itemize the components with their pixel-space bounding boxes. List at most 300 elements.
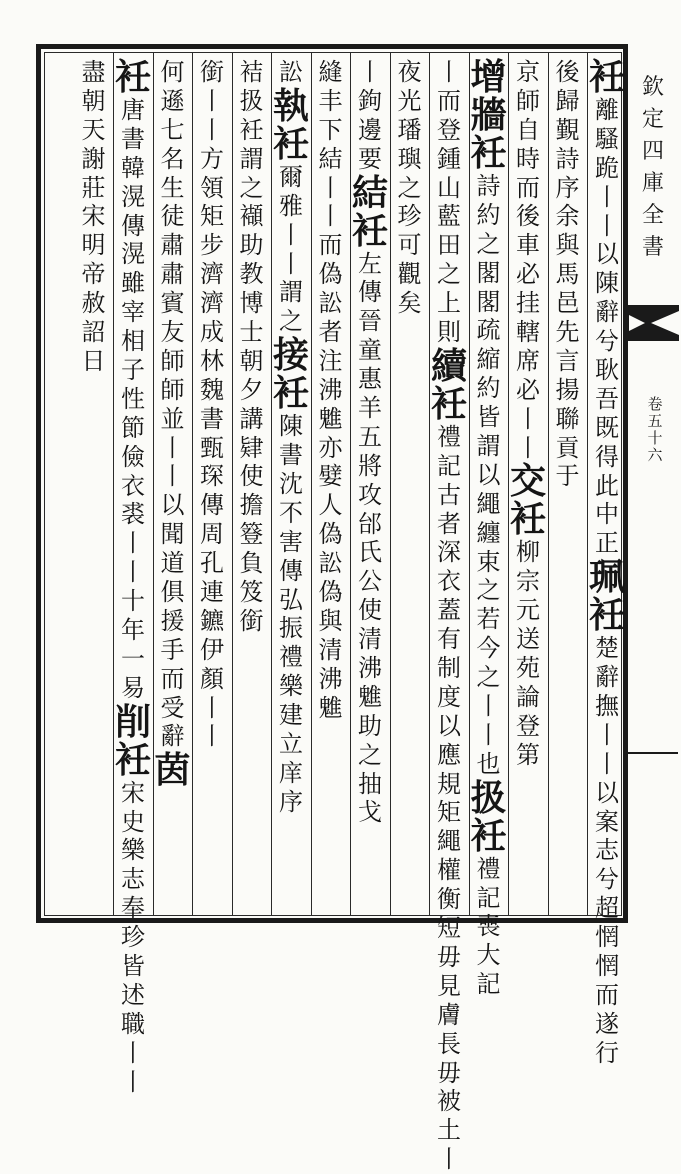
character: 易: [121, 673, 145, 702]
character: 羊: [358, 394, 382, 423]
column-divider: [232, 52, 233, 916]
character: 超: [595, 894, 619, 923]
character: 蓋: [437, 596, 461, 625]
character: 耿: [595, 356, 619, 385]
character: 奉: [121, 894, 145, 923]
character: 振: [279, 614, 303, 643]
character: 苑: [516, 654, 540, 683]
character: 傳: [279, 556, 303, 585]
character: 日: [81, 346, 106, 375]
text-segment: [553, 58, 583, 491]
character: 楚: [595, 634, 619, 663]
character: 必: [516, 260, 540, 289]
character: 田: [437, 231, 461, 260]
character: 林: [200, 346, 224, 375]
character: 友: [160, 318, 185, 347]
column-divider: [587, 52, 588, 916]
character: 也: [476, 749, 501, 778]
character: 十: [121, 587, 145, 616]
headword: [429, 344, 469, 387]
headword: [587, 594, 627, 637]
character: 賓: [160, 289, 185, 318]
character: 弘: [279, 585, 303, 614]
character: 衡: [437, 885, 461, 914]
character: 度: [437, 682, 461, 711]
character: 中: [595, 500, 619, 529]
headword: [587, 556, 627, 599]
character: 不: [279, 498, 303, 527]
text-column: [154, 58, 191, 908]
character: 博: [239, 289, 264, 318]
column-divider: [153, 52, 154, 916]
character: 之: [397, 173, 422, 202]
character: 扱: [470, 776, 507, 819]
character: 衽: [114, 56, 151, 98]
character: 注: [318, 346, 343, 375]
character: 丨: [516, 404, 540, 433]
character: 丨: [200, 86, 224, 115]
character: 爾: [279, 162, 303, 191]
character: 丨: [200, 115, 224, 144]
character: 庠: [279, 758, 303, 787]
character: 兮: [595, 327, 619, 356]
character: 聯: [555, 404, 580, 433]
character: 席: [516, 346, 540, 375]
margin-char: 欽: [641, 75, 664, 100]
headword: [469, 134, 509, 172]
character: 扱: [239, 86, 264, 115]
chapter-char: 六: [647, 446, 663, 464]
character: 訟: [279, 58, 303, 86]
character: 離: [595, 96, 619, 124]
character: 下: [318, 115, 343, 144]
character: 喪: [476, 912, 501, 941]
character: 禮: [476, 854, 501, 883]
character: 而: [595, 980, 619, 1009]
character: 衽: [351, 209, 388, 252]
character: 魏: [200, 375, 224, 404]
character: 雅: [279, 191, 303, 220]
character: 得: [595, 442, 619, 471]
character: 兮: [595, 865, 619, 894]
headword: [113, 700, 153, 743]
character: 孔: [200, 549, 224, 578]
character: 皆: [476, 403, 501, 432]
character: 韓: [121, 153, 145, 182]
text-segment: [276, 58, 306, 87]
character: 時: [516, 144, 540, 173]
text-segment: [592, 96, 622, 558]
character: 相: [121, 327, 145, 356]
text-column: [588, 56, 625, 1067]
character: 記: [437, 451, 461, 480]
character: 使: [358, 596, 382, 625]
character: 上: [437, 289, 461, 318]
character: 觀: [397, 260, 422, 289]
character: 見: [437, 971, 461, 1000]
headword: [113, 58, 153, 96]
character: 車: [516, 231, 540, 260]
character: 傳: [200, 491, 224, 520]
character: 雖: [121, 269, 145, 298]
character: 偽: [318, 520, 343, 549]
character: 丨: [279, 249, 303, 278]
text-segment: [474, 172, 504, 779]
character: 深: [437, 538, 461, 567]
margin-char: 四: [641, 139, 664, 164]
character: 袺: [239, 58, 264, 86]
character: 邰: [358, 509, 382, 538]
character: 樂: [279, 672, 303, 701]
character: 宗: [516, 567, 540, 596]
character: 與: [318, 606, 343, 635]
character: 師: [160, 375, 185, 404]
character: 何: [160, 58, 185, 86]
character: 牆: [470, 94, 507, 136]
character: 之: [476, 229, 501, 258]
character: 者: [437, 509, 461, 538]
text-column: [197, 58, 227, 908]
character: 朝: [239, 346, 264, 375]
character: 夜: [397, 58, 422, 86]
character: 衽: [470, 814, 507, 857]
character: 沸: [318, 664, 343, 693]
character: 帝: [81, 260, 106, 289]
character: 儉: [121, 442, 145, 471]
character: 朝: [81, 86, 106, 115]
character: 丨: [476, 692, 501, 721]
character: 矩: [200, 202, 224, 231]
character: 既: [595, 413, 619, 442]
headword: [271, 84, 311, 127]
character: 丨: [476, 720, 501, 749]
character: 丨: [200, 693, 224, 722]
character: 氏: [358, 538, 382, 567]
text-column: [351, 58, 388, 908]
character: 衽: [239, 115, 264, 144]
character: 衽: [470, 132, 507, 174]
character: 登: [437, 115, 461, 144]
character: 送: [516, 625, 540, 654]
character: 名: [160, 144, 185, 173]
character: 鉤: [358, 86, 382, 115]
character: 增: [470, 56, 507, 98]
character: 纏: [476, 518, 501, 547]
character: 皆: [121, 952, 145, 981]
character: 肅: [160, 260, 185, 289]
character: 謂: [279, 278, 303, 307]
character: 丨: [595, 211, 619, 240]
character: 以: [595, 778, 619, 807]
headword: [350, 171, 390, 214]
text-segment: [434, 423, 464, 1174]
character: 濟: [200, 260, 224, 289]
character: 志: [121, 865, 145, 894]
text-segment: [237, 58, 267, 231]
character: 沸: [318, 375, 343, 404]
character: 序: [555, 173, 580, 202]
character: 馬: [555, 260, 580, 289]
character: 之: [239, 173, 264, 202]
character: 將: [358, 451, 382, 480]
character: 案: [595, 807, 619, 836]
text-segment: [513, 538, 543, 769]
headword: [271, 122, 311, 165]
chapter-char: 十: [647, 429, 663, 447]
character: 五: [358, 422, 382, 451]
character: 辭: [595, 298, 619, 327]
character: 成: [200, 318, 224, 347]
character: 覲: [555, 115, 580, 144]
character: 珍: [121, 923, 145, 952]
character: 言: [555, 346, 580, 375]
character: 續: [430, 344, 467, 387]
character: 土: [437, 1116, 461, 1145]
character: 珮: [588, 556, 625, 599]
character: 莊: [81, 173, 106, 202]
margin-title: [636, 72, 670, 264]
text-segment: [79, 58, 109, 376]
text-segment: [316, 145, 346, 174]
character: 教: [239, 260, 264, 289]
character: 京: [516, 58, 540, 86]
character: 交: [509, 460, 546, 503]
text-column: [470, 56, 507, 999]
character: 夕: [239, 375, 264, 404]
character: 宋: [121, 778, 145, 807]
character: 左: [358, 249, 382, 278]
character: 記: [476, 970, 501, 999]
character: 傳: [121, 211, 145, 240]
character: 滉: [121, 240, 145, 269]
text-segment: [355, 250, 385, 828]
character: 滉: [121, 182, 145, 211]
character: 于: [555, 462, 580, 491]
character: 戈: [358, 798, 382, 827]
character: 清: [318, 635, 343, 664]
character: 樂: [121, 836, 145, 865]
character: 丨: [595, 749, 619, 778]
character: 書: [200, 404, 224, 433]
character: 與: [555, 231, 580, 260]
headword: [271, 334, 311, 377]
character: 茵: [154, 749, 191, 792]
character: 丨: [121, 1038, 145, 1067]
character: 裘: [121, 500, 145, 529]
character: 衽: [509, 498, 546, 541]
character: 而: [318, 231, 343, 260]
character: 邊: [358, 115, 382, 144]
text-segment: [474, 855, 504, 999]
character: 丨: [437, 1145, 461, 1174]
character: 衣: [121, 471, 145, 500]
character: 光: [397, 86, 422, 115]
character: 之: [476, 663, 501, 692]
character: 道: [160, 549, 185, 578]
headword: [350, 209, 390, 252]
character: 領: [200, 173, 224, 202]
character: 撫: [595, 692, 619, 721]
character: 丨: [160, 462, 185, 491]
character: 丨: [318, 202, 343, 231]
character: 書: [121, 124, 145, 153]
character: 之: [437, 260, 461, 289]
character: 銜: [200, 58, 224, 86]
character: 害: [279, 527, 303, 556]
character: 鍾: [437, 144, 461, 173]
character: 謝: [81, 144, 106, 173]
character: 而: [160, 664, 185, 693]
character: 子: [121, 356, 145, 385]
character: 丰: [318, 86, 343, 115]
character: 顏: [200, 664, 224, 693]
character: 之: [358, 740, 382, 769]
character: 訟: [318, 289, 343, 318]
character: 膚: [437, 1000, 461, 1029]
margin-char: 庫: [641, 171, 664, 196]
character: 助: [358, 711, 382, 740]
column-divider: [350, 52, 351, 916]
character: 大: [476, 941, 501, 970]
character: 史: [121, 807, 145, 836]
chapter-char: 五: [647, 412, 663, 430]
text-column: [272, 58, 309, 908]
character: 丨: [358, 58, 382, 86]
character: 連: [200, 578, 224, 607]
character: 轄: [516, 318, 540, 347]
text-segment: [118, 779, 148, 1097]
character: 俱: [160, 578, 185, 607]
character: 閣: [476, 287, 501, 316]
text-column: [316, 58, 346, 908]
character: 古: [437, 480, 461, 509]
character: 鑣: [200, 606, 224, 635]
character: 長: [437, 1029, 461, 1058]
character: 而: [437, 86, 461, 115]
character: 丨: [595, 182, 619, 211]
character: 徒: [160, 202, 185, 231]
character: 手: [160, 635, 185, 664]
character: 應: [437, 740, 461, 769]
character: 丨: [516, 433, 540, 462]
text-segment: [513, 58, 543, 462]
character: 先: [555, 318, 580, 347]
character: 揚: [555, 375, 580, 404]
headword: [271, 372, 311, 415]
character: 繩: [437, 827, 461, 856]
character: 丨: [121, 558, 145, 587]
character: 辭: [160, 722, 185, 751]
character: 清: [358, 625, 382, 654]
character: 方: [200, 144, 224, 173]
character: 衽: [272, 122, 309, 165]
character: 擔: [239, 491, 264, 520]
character: 惘: [595, 952, 619, 981]
character: 序: [279, 787, 303, 816]
character: 以: [437, 711, 461, 740]
character: 肄: [239, 433, 264, 462]
character: 貢: [555, 433, 580, 462]
text-column: [237, 58, 267, 908]
character: 約: [476, 374, 501, 403]
character: 衽: [430, 382, 467, 425]
character: 余: [555, 202, 580, 231]
character: 性: [121, 384, 145, 413]
text-segment: [158, 58, 188, 751]
character: 公: [358, 567, 382, 596]
character: 璠: [397, 115, 422, 144]
headword: [153, 749, 193, 792]
character: 詩: [555, 144, 580, 173]
character: 論: [516, 682, 540, 711]
character: 肅: [160, 231, 185, 260]
character: 唐: [121, 96, 145, 124]
text-column: [79, 58, 109, 908]
character: 詩: [476, 172, 501, 200]
character: 傳: [358, 278, 382, 307]
character: 矣: [397, 289, 422, 318]
character: 詔: [81, 318, 106, 347]
character: 矩: [437, 798, 461, 827]
character: 丨: [160, 433, 185, 462]
character: 琛: [200, 462, 224, 491]
text-segment: [355, 58, 385, 174]
character: 後: [555, 58, 580, 86]
text-segment: [197, 58, 227, 751]
text-column: [114, 56, 151, 1096]
character: 閣: [476, 258, 501, 287]
headword: [508, 460, 548, 503]
character: 規: [437, 769, 461, 798]
character: 元: [516, 596, 540, 625]
character: 登: [516, 711, 540, 740]
character: 嬖: [318, 462, 343, 491]
character: 沸: [358, 654, 382, 683]
character: 立: [279, 730, 303, 759]
character: 歸: [555, 86, 580, 115]
character: 偽: [318, 578, 343, 607]
character: 簦: [239, 520, 264, 549]
character: 攻: [358, 480, 382, 509]
character: 以: [595, 240, 619, 269]
text-segment: [237, 231, 267, 635]
character: 惘: [595, 923, 619, 952]
character: 丨: [200, 722, 224, 751]
character: 童: [358, 336, 382, 365]
text-segment: [434, 58, 464, 347]
character: 魋: [318, 693, 343, 722]
character: 衽: [588, 56, 625, 98]
character: 執: [272, 84, 309, 127]
character: 削: [114, 700, 151, 743]
character: 跪: [595, 153, 619, 182]
character: 沈: [279, 470, 303, 499]
character: 魋: [318, 404, 343, 433]
character: 接: [272, 334, 309, 377]
character: 第: [516, 740, 540, 769]
character: 甄: [200, 433, 224, 462]
character: 辭: [595, 663, 619, 692]
character: 制: [437, 654, 461, 683]
character: 被: [437, 1087, 461, 1116]
column-divider: [311, 52, 312, 916]
headword: [469, 96, 509, 134]
headword: [469, 814, 509, 857]
character: 之: [476, 576, 501, 605]
character: 後: [516, 202, 540, 231]
text-segment: [276, 163, 306, 336]
character: 吾: [595, 384, 619, 413]
